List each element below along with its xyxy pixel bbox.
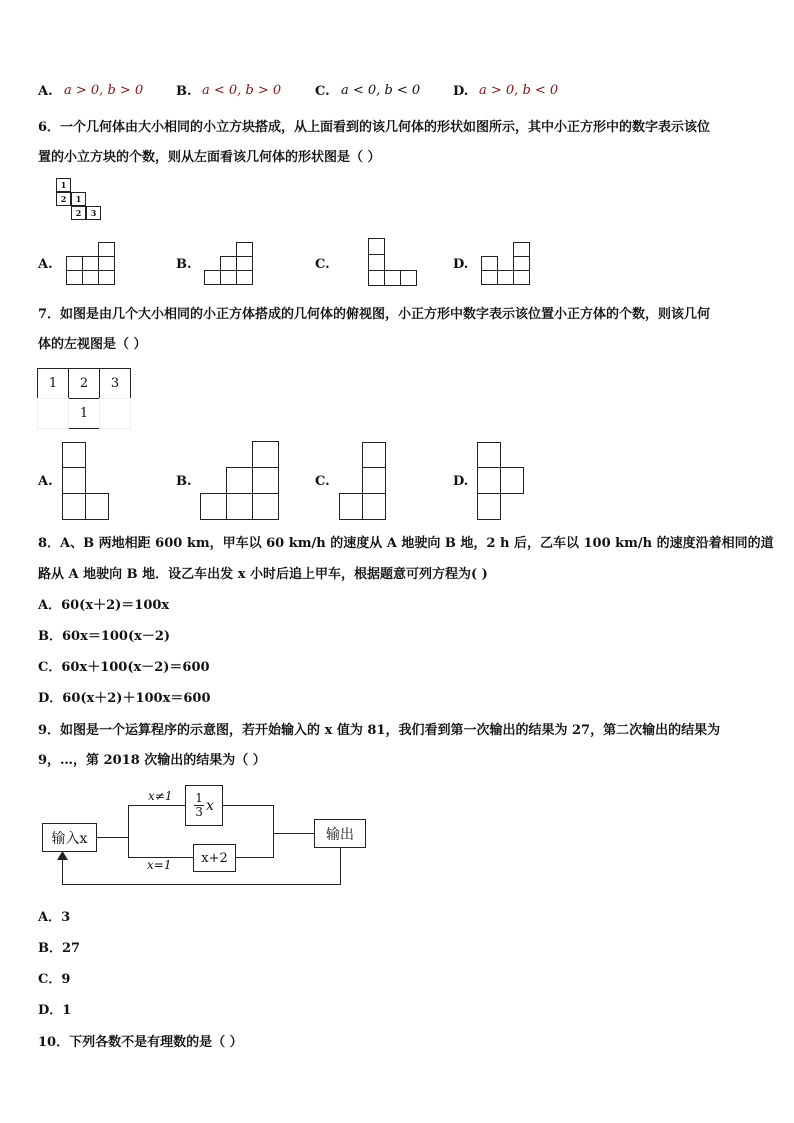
q6-text-line1: 6．一个几何体由大小相同的小立方块搭成，从上面看到的该几何体的形状如图所示，其中小正方形中的数字表示该位: [38, 120, 711, 135]
grid-cell: 2: [56, 192, 71, 206]
square: [66, 256, 83, 271]
square: [500, 467, 524, 494]
grid-cell-empty: [37, 398, 69, 429]
square: [252, 441, 279, 468]
square: [368, 238, 385, 255]
fraction-denominator: 3: [195, 805, 203, 819]
grid-cell: 2: [68, 368, 100, 399]
grid-cell-empty: [99, 398, 131, 429]
square: [497, 270, 514, 285]
connector-line: [62, 884, 341, 885]
square: [66, 270, 83, 285]
connector-line: [223, 805, 273, 806]
q9-option-a: A．3: [38, 910, 71, 925]
connector-line: [273, 833, 314, 834]
arrow-up-icon: [57, 851, 68, 860]
square: [477, 493, 501, 520]
option-expression: a > 0, b > 0: [64, 83, 144, 98]
grid-cell: 2: [71, 206, 86, 220]
connector-line: [62, 857, 63, 885]
square: [252, 467, 279, 494]
grid-cell: 1: [71, 192, 86, 206]
grid-cell: 1: [56, 178, 71, 192]
condition-not-one-label: x≠1: [148, 789, 173, 803]
square: [368, 254, 385, 271]
square: [226, 467, 253, 494]
square: [481, 270, 498, 285]
q8-option-d: D．60(x＋2)＋100x＝600: [38, 691, 211, 706]
q7-option-d-label: D.: [453, 474, 469, 489]
square: [362, 442, 386, 468]
square: [98, 256, 115, 271]
square: [236, 256, 253, 271]
square: [236, 270, 253, 285]
square: [368, 270, 385, 286]
square: [62, 467, 86, 494]
fraction: [194, 792, 204, 819]
square: [400, 270, 417, 286]
square: [220, 256, 237, 271]
q6-text-line2: 置的小立方块的个数，则从左面看该几何体的形状图是（ ）: [38, 150, 381, 165]
option-label: B.: [176, 84, 192, 99]
condition-one-label: x=1: [147, 858, 172, 872]
square: [513, 256, 530, 271]
option-label: A.: [38, 84, 53, 99]
output-box: 输出: [314, 819, 366, 848]
q8-option-a: A．60(x＋2)＝100x: [38, 598, 170, 613]
option-label: D.: [453, 84, 469, 99]
fraction-numerator: 1: [195, 791, 203, 805]
q7-option-c-label: C.: [315, 474, 330, 489]
square: [82, 256, 99, 271]
square: [362, 467, 386, 494]
grid-cell: 3: [99, 368, 131, 399]
grid-cell: 1: [68, 398, 100, 429]
q7-option-b-label: B.: [176, 474, 192, 489]
square: [339, 493, 363, 520]
q6-option-c-label: C.: [315, 257, 330, 272]
q10-text-line1: 10．下列各数不是有理数的是（ ）: [38, 1035, 243, 1050]
option-expression: a < 0, b > 0: [202, 83, 282, 98]
q9-text-line1: 9．如图是一个运算程序的示意图，若开始输入的 x 值为 81，我们看到第一次输出的结果为 27，第二次输出的结果为: [38, 723, 721, 738]
square: [513, 242, 530, 257]
q7-text-line1: 7．如图是由几个大小相同的小正方体搭成的几何体的俯视图，小正方形中数字表示该位置小正方体的个数，则该几何: [38, 307, 711, 322]
grid-cell: 3: [86, 206, 101, 220]
connector-line: [340, 848, 341, 884]
q7-text-line2: 体的左视图是（ ）: [38, 337, 147, 352]
connector-line: [273, 805, 274, 858]
square: [513, 270, 530, 285]
q9-option-d: D．1: [38, 1003, 72, 1018]
square: [85, 493, 109, 520]
option-label: C.: [315, 84, 330, 99]
square: [477, 442, 501, 468]
square: [252, 493, 279, 520]
square: [236, 242, 253, 257]
q8-option-b: B．60x＝100(x－2): [38, 629, 171, 644]
square: [62, 493, 86, 520]
option-expression: a < 0, b < 0: [341, 83, 421, 98]
square: [481, 256, 498, 271]
connector-line: [236, 857, 273, 858]
q6-option-a-label: A.: [38, 257, 53, 272]
q8-text-line1: 8．A、B 两地相距 600 km，甲车以 60 km/h 的速度从 A 地驶向 B 地，2 h 后，乙车以 100 km/h 的速度沿着相同的道: [38, 536, 774, 551]
connector-line: [97, 837, 128, 838]
q6-option-b-label: B.: [176, 257, 192, 272]
square: [226, 493, 253, 520]
connector-line: [128, 857, 193, 858]
square: [62, 442, 86, 468]
square: [200, 493, 227, 520]
connector-line: [128, 805, 185, 806]
square: [362, 493, 386, 520]
q6-option-d-label: D.: [453, 257, 469, 272]
grid-cell: 1: [37, 368, 69, 399]
square: [98, 242, 115, 257]
q9-option-b: B．27: [38, 941, 81, 956]
q9-text-line2: 9，…，第 2018 次输出的结果为（ ）: [38, 753, 266, 768]
plus-two-box: x+2: [193, 844, 236, 872]
q8-text-line2: 路从 A 地驶向 B 地．设乙车出发 x 小时后追上甲车，根据题意可列方程为( ): [38, 567, 488, 582]
square: [82, 270, 99, 285]
q8-option-c: C．60x＋100(x－2)＝600: [38, 660, 210, 675]
q7-option-a-label: A.: [38, 474, 53, 489]
fraction-variable: x: [206, 797, 214, 814]
q9-option-c: C．9: [38, 972, 71, 987]
square: [384, 270, 401, 286]
option-expression: a > 0, b < 0: [479, 83, 559, 98]
connector-line: [128, 805, 129, 858]
fraction-box: [185, 785, 223, 826]
square: [220, 270, 237, 285]
square: [477, 467, 501, 494]
input-box: 输入x: [42, 823, 97, 852]
square: [204, 270, 221, 285]
square: [98, 270, 115, 285]
